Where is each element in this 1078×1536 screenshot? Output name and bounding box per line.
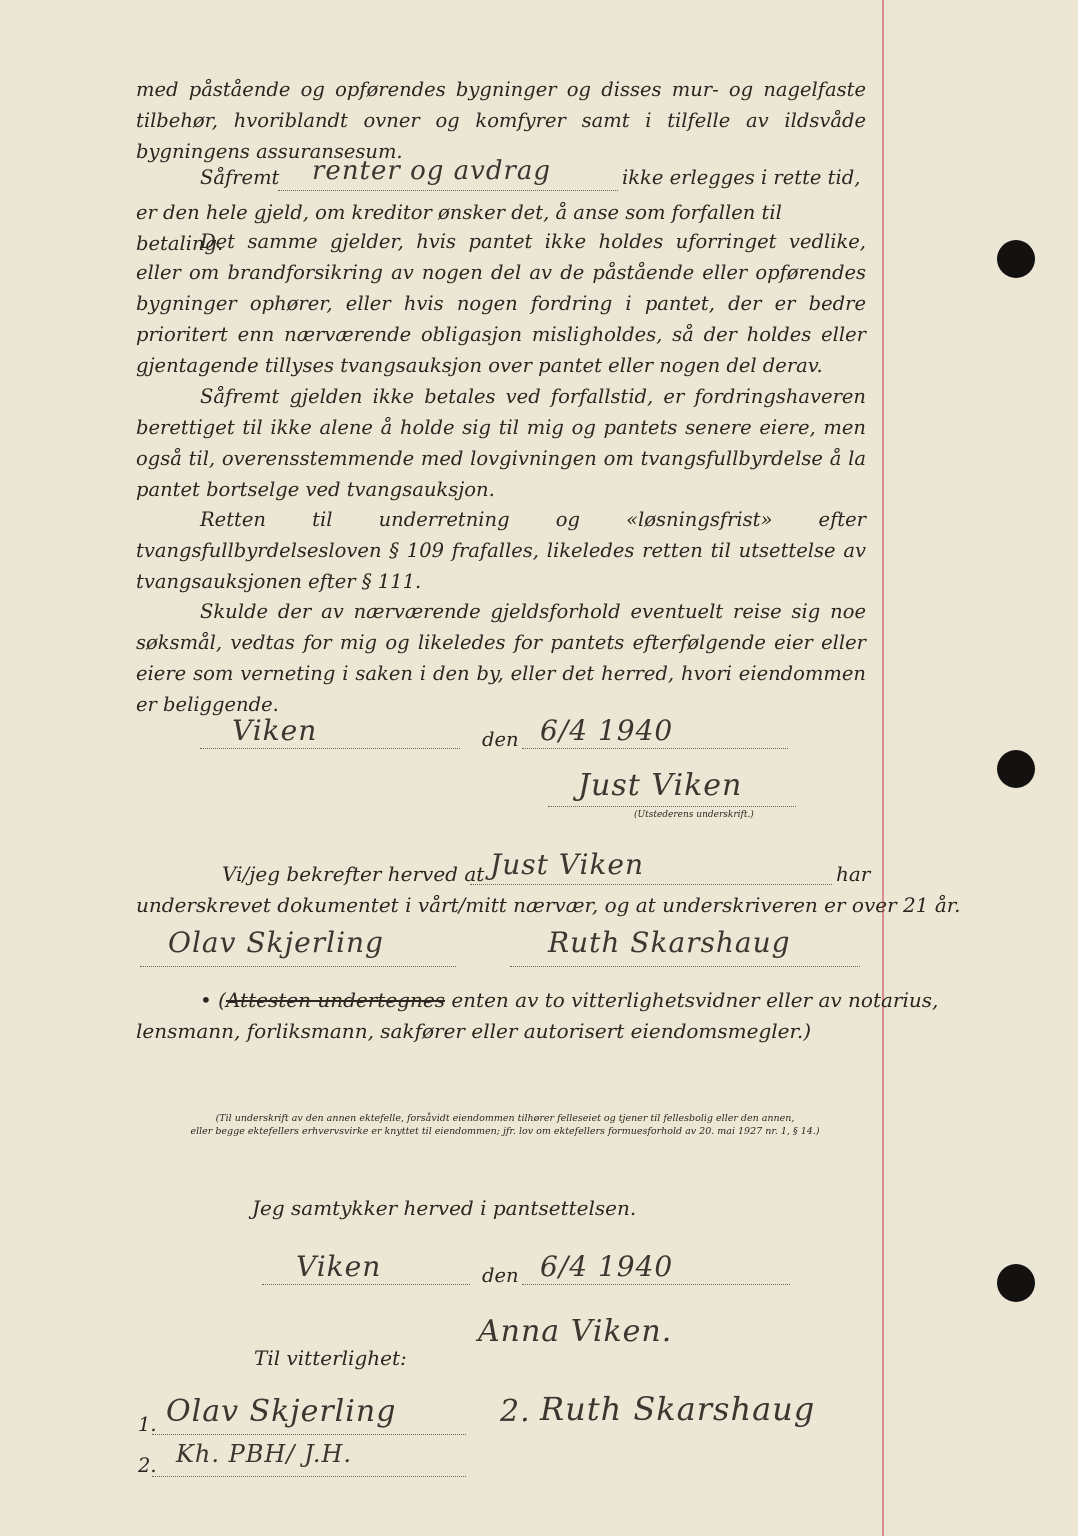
handwritten-witness-2: Ruth Skarshaug [548,926,791,959]
paragraph-forfallen: er den hele gjeld, om kreditor ønsker det, å anse som forfallen til betaling. [136,201,782,255]
signature-line-1 [548,806,796,807]
handwritten-date-2: 6/4 1940 [540,1250,674,1283]
place-line-2 [262,1284,470,1285]
footnote-line-1: (Til underskrift av den annen ektefelle, forsåvidt eiendommen tilhører felleseiet og tjener til fellesbolig eller den annen, [215,1113,795,1124]
dotted-fill-line [278,190,618,191]
paragraph-notice-waiver: Retten til underretning og «løsningsfrist» efter tvangsfullbyrdelsesloven § 109 frafalles, likeledes retten til utsettelse av tvangsauksjonen efter § 111. [136,508,866,593]
paragraph-payment-default: Såfremt gjelden ikke betales ved forfallstid, er fordringshaveren berettiget til ikke alene å holde sig til mig og pantets senere eiere, men også til, overensstemmende med lovgivningen om tvangsfullbyrdelse å la pantet bortselge ved tvangsauksjon. [136,385,866,501]
place-line-1 [200,748,460,749]
footnote-line-2: eller begge ektefellers erhvervsvirke er knyttet til eiendommen; jfr. lov om ektefellers formuesforhold av 20. mai 1927 nr. 1, § 14.) [190,1126,820,1137]
safremt-suffix: ikke erlegges i rette tid, [622,166,861,189]
handwritten-witness-1: Olav Skjerling [168,926,384,959]
witness-label: Til vitterlighet: [254,1346,407,1370]
handwritten-date-1: 6/4 1940 [540,714,674,747]
handwritten-consent-witness-1: Olav Skjerling [166,1394,397,1429]
signature-caption: (Utstederens underskrift.) [634,810,754,820]
punch-hole-bottom [997,1264,1035,1302]
witness-3-number: 2. [138,1454,157,1477]
attest-line1-suffix: har [836,862,871,886]
attest-line1-prefix: Vi/jeg bekrefter herved at [222,862,485,886]
handwritten-renter-og-avdrag: renter og avdrag [312,156,552,186]
witness-line-2 [510,966,860,967]
paragraph-mortgage-scope: med påstående og opførendes bygninger og disses mur- og nagelfaste tilbehør, hvoriblandt ovner og komfyrer samt i tilfelle av ildsvåde bygningens assuransesum. [136,78,866,163]
note-rest-line1: enten av to vitterlighetsvidner eller av notarius, [451,988,939,1012]
attest-line2: underskrevet dokumentet i vårt/mitt nærvær, og at underskriveren er over 21 år. [136,893,961,917]
date-line-2 [522,1284,790,1285]
handwritten-place-1: Viken [232,714,318,747]
witness-line-1 [140,966,456,967]
den-label-1: den [482,728,519,751]
handwritten-attest-name: Just Viken [490,848,645,881]
attest-note-line2: lensmann, forliksmann, sakfører eller autorisert eiendomsmegler.) [136,1019,812,1043]
signature-anna-viken: Anna Viken. [478,1314,673,1349]
date-line-1 [522,748,788,749]
paragraph-venue: Skulde der av nærværende gjeldsforhold eventuelt reise sig noe søksmål, vedtas for mig og likeledes for pantets efterfølgende eier eller eiere som verneting i saken i den by, eller det herred, hvori eiendommen er beliggende. [136,600,866,716]
punch-hole-top [997,240,1035,278]
attest-name-line [470,884,832,885]
red-margin-line [882,0,884,1536]
note-bullet: • [200,988,219,1012]
note-struck-text: Attesten undertegnes [225,988,445,1012]
punch-hole-middle [997,750,1035,788]
handwritten-place-2: Viken [296,1250,382,1283]
witness-1-number: 1. [138,1413,157,1436]
consent-witness-line-1 [152,1434,466,1435]
den-label-2: den [482,1264,519,1287]
consent-witness-line-2 [152,1476,466,1477]
handwritten-consent-witness-2: Ruth Skarshaug [540,1390,816,1428]
signature-just-viken: Just Viken [578,768,743,803]
paragraph-same-applies: Det samme gjelder, hvis pantet ikke holdes uforringet vedlike, eller om brandforsikring av nogen del av de påstående eller opførendes bygninger ophører, eller hvis nogen fordring i pantet, der er bedre prioritert enn nærværende obligasjon misligholdes, så der holdes eller gjentagende tillyses tvangsauksjon over pantet eller nogen del derav. [136,230,866,377]
witness-2-number: 2. [500,1394,531,1429]
consent-text: Jeg samtykker herved i pantsettelsen. [252,1196,637,1220]
footnote [140,1112,870,1138]
handwritten-consent-witness-3: Kh. PBH/ J.H. [176,1440,353,1468]
note-open-paren: ( [218,988,226,1012]
safremt-prefix: Såfremt [200,166,280,189]
attest-note-line1 [200,988,938,1012]
